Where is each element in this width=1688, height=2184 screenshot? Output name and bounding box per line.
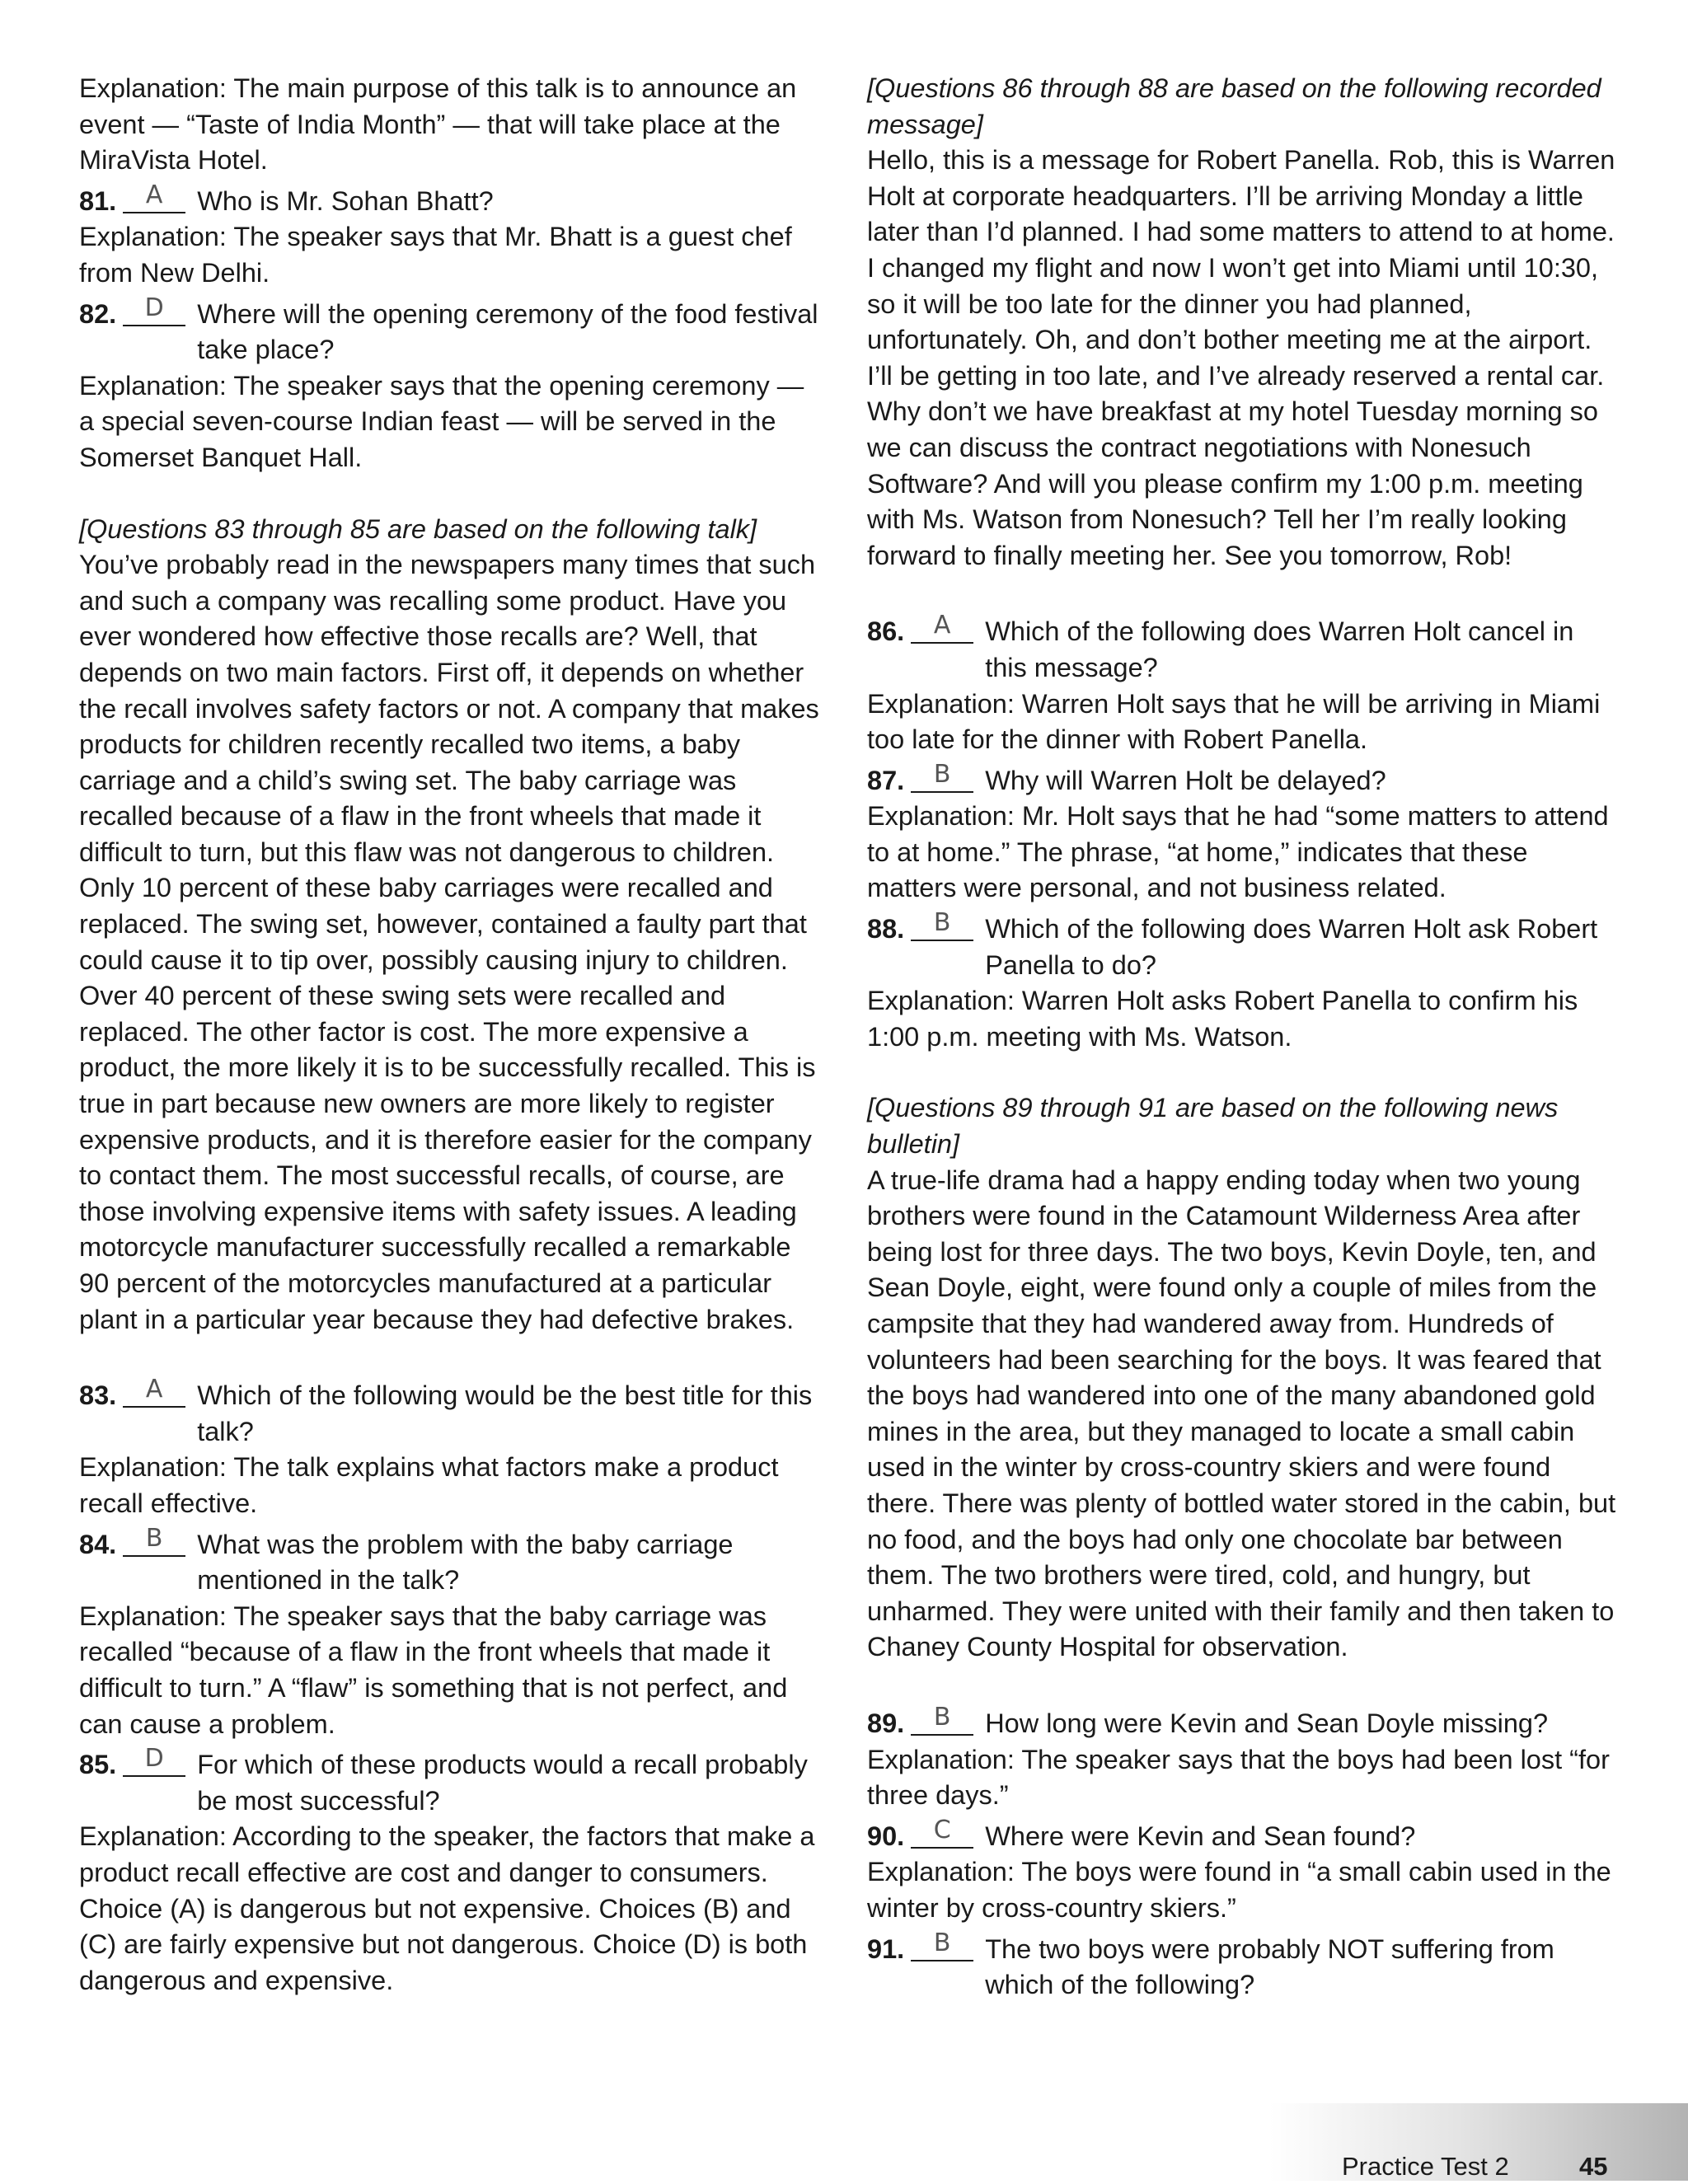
question-81	[79, 180, 821, 220]
answer-blank: D	[123, 295, 185, 326]
explanation-88: Explanation: Warren Holt asks Robert Panella to confirm his 1:00 p.m. meeting with Ms. Watson.	[867, 986, 1578, 1052]
question-number: 88.	[867, 914, 905, 944]
question-91	[867, 1928, 1617, 2004]
answer-blank: A	[911, 612, 973, 644]
explanation-87: Explanation: Mr. Holt says that he had “some matters to attend to at home.” The phrase, “at home,” indicates that these matters were personal, and not business related.	[867, 801, 1609, 903]
question-number: 89.	[867, 1708, 905, 1738]
explanation-81: Explanation: The speaker says that Mr. Bhatt is a guest chef from New Delhi.	[79, 222, 792, 288]
answer-blank: A	[123, 1376, 185, 1408]
question-number: 87.	[867, 765, 905, 795]
intro-89-91: [Questions 89 through 91 are based on the following news bulletin]	[867, 1093, 1559, 1160]
intro-86-88: [Questions 86 through 88 are based on the following recorded message]	[867, 73, 1601, 139]
question-number: 90.	[867, 1821, 905, 1851]
explanation-84: Explanation: The speaker says that the baby carriage was recalled “because of a flaw in the front wheels that made it difficult to turn.” A “flaw” is something that is not perfect, and can cause a problem.	[79, 1601, 788, 1739]
question-90	[867, 1815, 1617, 1855]
footer-section-label: Practice Test 2	[1342, 2152, 1509, 2181]
question-text: Where were Kevin and Sean found?	[985, 1821, 1416, 1851]
question-number: 82.	[79, 298, 117, 329]
intro-83-85: [Questions 83 through 85 are based on the following talk]	[79, 513, 757, 544]
passage-89-91: A true-life drama had a happy ending today when two young brothers were found in the Catamount Wilderness Area after being lost for three days. The two boys, Kevin Doyle, ten, and Sean Doyle, eight, were found only a couple of miles from the campsite that they had wandered away from. Hundreds of volunteers had been searching for the boys. It was feared that the boys had wandered into one of the many abandoned gold mines in the area, but they managed to locate a small cabin used in the winter by cross-country skiers and were found there. There was plenty of bottled water stored in the cabin, but no food, and the boys had only one chocolate bar between them. The two brothers were tired, cold, and hungry, but unharmed. They were united with their family and then taken to Chaney County Hospital for observation.	[867, 1165, 1616, 1662]
explanation-82: Explanation: The speaker says that the opening ceremony — a special seven-course Indian feast — will be served in the Somerset Banquet Hall.	[79, 370, 804, 472]
question-number: 84.	[79, 1529, 117, 1559]
question-text: For which of these products would a recall probably be most successful?	[197, 1750, 808, 1816]
question-83	[79, 1375, 821, 1450]
question-number: 85.	[79, 1750, 117, 1780]
explanation-80: Explanation: The main purpose of this talk is to announce an event — “Taste of India Month” — that will take place at the MiraVista Hotel.	[79, 73, 797, 176]
right-column	[867, 71, 1617, 2004]
explanation-83: Explanation: The talk explains what factors make a product recall effective.	[79, 1452, 779, 1518]
question-84	[79, 1523, 821, 1599]
question-87	[867, 759, 1617, 799]
question-text: Who is Mr. Sohan Bhatt?	[197, 185, 494, 216]
question-number: 83.	[79, 1380, 117, 1411]
question-text: Where will the opening ceremony of the food festival take place?	[197, 298, 818, 365]
answer-blank: B	[911, 762, 973, 793]
question-number: 81.	[79, 185, 117, 216]
question-89	[867, 1702, 1617, 1742]
question-88	[867, 908, 1617, 983]
answer-blank: D	[123, 1746, 185, 1777]
explanation-89: Explanation: The speaker says that the boys had been lost “for three days.”	[867, 1744, 1610, 1811]
answer-blank: B	[911, 1930, 973, 1961]
question-85	[79, 1744, 821, 1819]
left-column	[79, 71, 821, 1999]
explanation-86: Explanation: Warren Holt says that he will be arriving in Miami too late for the dinner with Robert Panella.	[867, 688, 1601, 755]
question-text: Why will Warren Holt be delayed?	[985, 765, 1386, 795]
question-number: 91.	[867, 1933, 905, 1964]
question-86	[867, 611, 1617, 686]
answer-blank: B	[911, 910, 973, 941]
question-text: Which of the following does Warren Holt cancel in this message?	[985, 616, 1574, 682]
question-82	[79, 293, 821, 368]
question-text: What was the problem with the baby carriage mentioned in the talk?	[197, 1529, 734, 1596]
question-text: Which of the following would be the best title for this talk?	[197, 1380, 813, 1446]
explanation-85: Explanation: According to the speaker, the factors that make a product recall effective are cost and danger to consumers. Choice (A) is dangerous but not expensive. Choices (B) and (C) are fairly expensive but not dangerous. Choice (D) is both dangerous and expensive.	[79, 1821, 815, 1995]
passage-83-85: You’ve probably read in the newspapers many times that such and such a company was recalling some product. Have you ever wondered how effective those recalls are? Well, that depends on two main factors. First off, it depends on whether the recall involves safety factors or not. A company that makes products for children recently recalled two items, a baby carriage and a child’s swing set. The baby carriage was recalled because of a flaw in the front wheels that made it difficult to turn, but this flaw was not dangerous to children. Only 10 percent of these baby carriages were recalled and replaced. The swing set, however, contained a faulty part that could cause it to tip over, possibly causing injury to children. Over 40 percent of these swing sets were recalled and replaced. The other factor is cost. The more expensive a product, the more likely it is to be successfully recalled. This is true in part because new owners are more likely to register expensive products, and it is therefore easier for the company to contact them. The most successful recalls, of course, are those involving expensive items with safety issues. A leading motorcycle manufacturer successfully recalled a remarkable 90 percent of the motorcycles manufactured at a particular plant in a particular year because they had defective brakes.	[79, 550, 819, 1334]
question-text: How long were Kevin and Sean Doyle missing?	[985, 1708, 1549, 1738]
question-number: 86.	[867, 616, 905, 647]
passage-86-88: Hello, this is a message for Robert Panella. Rob, this is Warren Holt at corporate headquarters. I’ll be arriving Monday a little later than I’d planned. I had some matters to attend to at home. I changed my flight and now I won’t get into Miami until 10:30, so it will be too late for the dinner you had planned, unfortunately. Oh, and don’t bother meeting me at the airport. I’ll be getting in too late, and I’ve already reserved a rental car. Why don’t we have breakfast at my hotel Tuesday morning so we can discuss the contract negotiations with Nonesuch Software? And will you please confirm my 1:00 p.m. meeting with Ms. Watson from Nonesuch? Tell her I’m really looking forward to finally meeting her. See you tomorrow, Rob!	[867, 145, 1615, 570]
answer-blank: A	[123, 182, 185, 213]
answer-blank: B	[911, 1704, 973, 1736]
question-text: The two boys were probably NOT suffering from which of the following?	[985, 1933, 1554, 2000]
question-text: Which of the following does Warren Holt ask Robert Panella to do?	[985, 914, 1598, 980]
answer-blank: C	[911, 1817, 973, 1849]
explanation-90: Explanation: The boys were found in “a small cabin used in the winter by cross-country skiers.”	[867, 1857, 1611, 1923]
answer-blank: B	[123, 1526, 185, 1557]
page-number: 45	[1579, 2152, 1608, 2181]
